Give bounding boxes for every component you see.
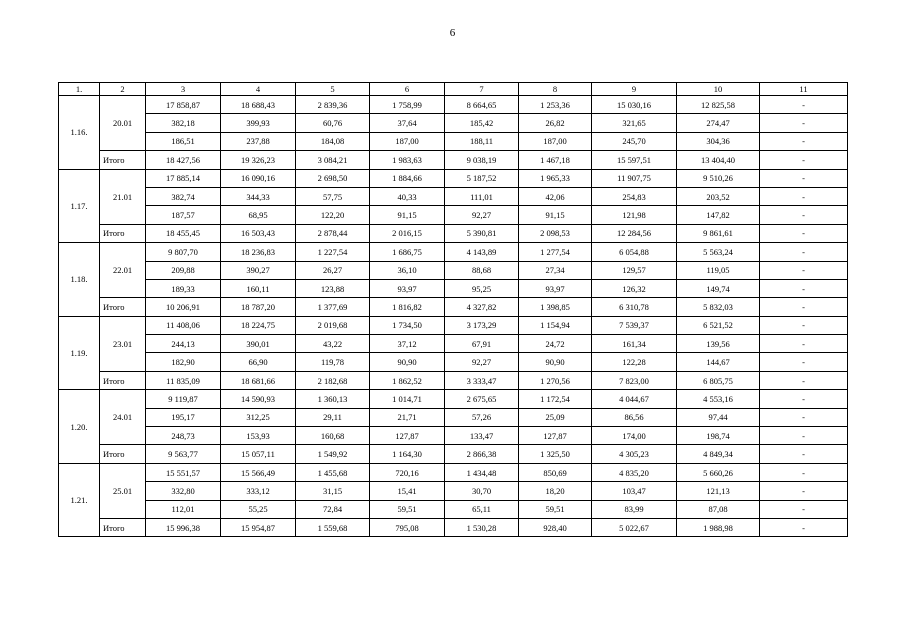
value-cell: 850,69	[519, 463, 592, 481]
value-cell: 1 253,36	[519, 96, 592, 114]
value-cell: 93,97	[519, 279, 592, 297]
value-cell: 121,13	[677, 482, 760, 500]
table-row	[59, 463, 848, 481]
value-cell: 66,90	[221, 353, 296, 371]
value-cell: 15,41	[370, 482, 445, 500]
value-cell: 15 030,16	[592, 96, 677, 114]
column-header: 9	[592, 83, 677, 96]
total-cell: 1 559,68	[296, 518, 370, 536]
total-cell: 5 832,03	[677, 298, 760, 316]
total-cell: -	[760, 445, 848, 463]
value-cell: 17 885,14	[146, 169, 221, 187]
value-cell: 5 660,26	[677, 463, 760, 481]
total-cell: 15 996,38	[146, 518, 221, 536]
value-cell: 6 521,52	[677, 316, 760, 334]
table-row	[59, 96, 848, 114]
group-id-cell: 1.19.	[59, 316, 100, 390]
total-cell: 1 549,92	[296, 445, 370, 463]
total-cell: 15 057,11	[221, 445, 296, 463]
table-row	[59, 279, 848, 297]
value-cell: 1 360,13	[296, 390, 370, 408]
value-cell: 15 551,57	[146, 463, 221, 481]
total-cell: 1 983,63	[370, 151, 445, 169]
total-cell: 9 563,77	[146, 445, 221, 463]
value-cell: 382,74	[146, 187, 221, 205]
value-cell: 390,27	[221, 261, 296, 279]
value-cell: 7 539,37	[592, 316, 677, 334]
value-cell: 112,01	[146, 500, 221, 518]
value-cell: 59,51	[519, 500, 592, 518]
value-cell: -	[760, 482, 848, 500]
group-id-cell: 1.20.	[59, 390, 100, 464]
value-cell: -	[760, 114, 848, 132]
total-cell: 1 270,56	[519, 371, 592, 389]
value-cell: 133,47	[445, 427, 519, 445]
value-cell: 95,25	[445, 279, 519, 297]
value-cell: 1 154,94	[519, 316, 592, 334]
value-cell: 86,56	[592, 408, 677, 426]
total-cell: 18 455,45	[146, 224, 221, 242]
value-cell: 123,88	[296, 279, 370, 297]
value-cell: 88,68	[445, 261, 519, 279]
value-cell: -	[760, 335, 848, 353]
total-cell: 1 816,82	[370, 298, 445, 316]
group-id-cell: 1.18.	[59, 243, 100, 317]
total-cell: 2 878,44	[296, 224, 370, 242]
date-cell: 21.01	[100, 169, 146, 224]
value-cell: 55,25	[221, 500, 296, 518]
value-cell: -	[760, 390, 848, 408]
total-cell: -	[760, 151, 848, 169]
value-cell: 187,00	[519, 132, 592, 150]
column-header: 6	[370, 83, 445, 96]
value-cell: 40,33	[370, 187, 445, 205]
value-cell: 2 675,65	[445, 390, 519, 408]
column-header: 2	[100, 83, 146, 96]
table-row	[59, 316, 848, 334]
value-cell: 1 227,54	[296, 243, 370, 261]
total-cell: -	[760, 298, 848, 316]
value-cell: 1 434,48	[445, 463, 519, 481]
value-cell: 2 019,68	[296, 316, 370, 334]
value-cell: 65,11	[445, 500, 519, 518]
total-cell: 1 377,69	[296, 298, 370, 316]
value-cell: 59,51	[370, 500, 445, 518]
value-cell: 17 858,87	[146, 96, 221, 114]
value-cell: 18 688,43	[221, 96, 296, 114]
total-cell: 4 327,82	[445, 298, 519, 316]
value-cell: 9 807,70	[146, 243, 221, 261]
total-cell: 15 954,87	[221, 518, 296, 536]
value-cell: 189,33	[146, 279, 221, 297]
value-cell: 9 119,87	[146, 390, 221, 408]
value-cell: 304,36	[677, 132, 760, 150]
value-cell: 195,17	[146, 408, 221, 426]
value-cell: 153,93	[221, 427, 296, 445]
value-cell: -	[760, 408, 848, 426]
value-cell: 198,74	[677, 427, 760, 445]
value-cell: 184,08	[296, 132, 370, 150]
total-cell: -	[760, 224, 848, 242]
total-cell: 928,40	[519, 518, 592, 536]
value-cell: 245,70	[592, 132, 677, 150]
value-cell: 8 664,65	[445, 96, 519, 114]
value-cell: 126,32	[592, 279, 677, 297]
total-cell: 18 787,20	[221, 298, 296, 316]
value-cell: 185,42	[445, 114, 519, 132]
total-cell: 2 866,38	[445, 445, 519, 463]
group-id-cell: 1.21.	[59, 463, 100, 537]
total-cell: 2 182,68	[296, 371, 370, 389]
total-cell: 5 022,67	[592, 518, 677, 536]
total-cell: 18 427,56	[146, 151, 221, 169]
header-row	[59, 83, 848, 96]
value-cell: 11 408,06	[146, 316, 221, 334]
value-cell: 321,65	[592, 114, 677, 132]
total-cell: 10 206,91	[146, 298, 221, 316]
total-cell: 13 404,40	[677, 151, 760, 169]
value-cell: 1 172,54	[519, 390, 592, 408]
value-cell: 4 553,16	[677, 390, 760, 408]
value-cell: 187,57	[146, 206, 221, 224]
table-row	[59, 335, 848, 353]
total-cell: 7 823,00	[592, 371, 677, 389]
value-cell: 382,18	[146, 114, 221, 132]
value-cell: 29,11	[296, 408, 370, 426]
value-cell: 92,27	[445, 353, 519, 371]
value-cell: 1 455,68	[296, 463, 370, 481]
value-cell: 203,52	[677, 187, 760, 205]
group-id-cell: 1.16.	[59, 96, 100, 170]
value-cell: 83,99	[592, 500, 677, 518]
table-row	[59, 132, 848, 150]
total-row	[59, 151, 848, 169]
value-cell: 37,64	[370, 114, 445, 132]
total-cell: 11 835,09	[146, 371, 221, 389]
value-cell: 72,84	[296, 500, 370, 518]
value-cell: 399,93	[221, 114, 296, 132]
value-cell: -	[760, 316, 848, 334]
total-label: Итого	[100, 518, 146, 536]
value-cell: 121,98	[592, 206, 677, 224]
table-row	[59, 206, 848, 224]
total-row	[59, 224, 848, 242]
value-cell: 139,56	[677, 335, 760, 353]
total-cell: 16 503,43	[221, 224, 296, 242]
value-cell: 25,09	[519, 408, 592, 426]
value-cell: 1 686,75	[370, 243, 445, 261]
total-cell: 3 084,21	[296, 151, 370, 169]
total-cell: 4 849,34	[677, 445, 760, 463]
value-cell: -	[760, 243, 848, 261]
value-cell: 186,51	[146, 132, 221, 150]
total-cell: 2 098,53	[519, 224, 592, 242]
date-cell: 23.01	[100, 316, 146, 371]
value-cell: 18 224,75	[221, 316, 296, 334]
table-row	[59, 408, 848, 426]
value-cell: 160,11	[221, 279, 296, 297]
value-cell: 1 758,99	[370, 96, 445, 114]
total-cell: 18 681,66	[221, 371, 296, 389]
value-cell: -	[760, 279, 848, 297]
value-cell: 91,15	[370, 206, 445, 224]
total-cell: -	[760, 518, 848, 536]
column-header: 1.	[59, 83, 100, 96]
value-cell: 27,34	[519, 261, 592, 279]
value-cell: 37,12	[370, 335, 445, 353]
total-cell: 9 861,61	[677, 224, 760, 242]
table-row	[59, 187, 848, 205]
value-cell: 90,90	[519, 353, 592, 371]
table-body	[59, 96, 848, 537]
date-cell: 24.01	[100, 390, 146, 445]
value-cell: 16 090,16	[221, 169, 296, 187]
column-header: 4	[221, 83, 296, 96]
value-cell: 93,97	[370, 279, 445, 297]
table-row	[59, 500, 848, 518]
table-row	[59, 169, 848, 187]
date-cell: 25.01	[100, 463, 146, 518]
value-cell: 4 143,89	[445, 243, 519, 261]
value-cell: 333,12	[221, 482, 296, 500]
value-cell: 122,20	[296, 206, 370, 224]
table-row	[59, 114, 848, 132]
value-cell: 103,47	[592, 482, 677, 500]
value-cell: 1 734,50	[370, 316, 445, 334]
value-cell: 1 277,54	[519, 243, 592, 261]
date-cell: 22.01	[100, 243, 146, 298]
value-cell: 119,78	[296, 353, 370, 371]
value-cell: -	[760, 96, 848, 114]
value-cell: 91,15	[519, 206, 592, 224]
table-row	[59, 390, 848, 408]
total-cell: 3 333,47	[445, 371, 519, 389]
value-cell: 26,27	[296, 261, 370, 279]
total-cell: 6 310,78	[592, 298, 677, 316]
value-cell: 244,13	[146, 335, 221, 353]
value-cell: 18 236,83	[221, 243, 296, 261]
group-id-cell: 1.17.	[59, 169, 100, 243]
value-cell: 274,47	[677, 114, 760, 132]
total-cell: 1 988,98	[677, 518, 760, 536]
table-row	[59, 353, 848, 371]
total-cell: 9 038,19	[445, 151, 519, 169]
value-cell: 188,11	[445, 132, 519, 150]
value-cell: 14 590,93	[221, 390, 296, 408]
value-cell: 209,88	[146, 261, 221, 279]
value-cell: 129,57	[592, 261, 677, 279]
total-cell: 15 597,51	[592, 151, 677, 169]
value-cell: 332,80	[146, 482, 221, 500]
total-cell: 12 284,56	[592, 224, 677, 242]
date-cell: 20.01	[100, 96, 146, 151]
page-number: 6	[449, 27, 456, 39]
value-cell: 36,10	[370, 261, 445, 279]
value-cell: 4 835,20	[592, 463, 677, 481]
value-cell: 174,00	[592, 427, 677, 445]
value-cell: 127,87	[370, 427, 445, 445]
value-cell: 2 698,50	[296, 169, 370, 187]
value-cell: -	[760, 463, 848, 481]
value-cell: 9 510,26	[677, 169, 760, 187]
column-header: 5	[296, 83, 370, 96]
total-cell: 6 805,75	[677, 371, 760, 389]
column-header: 3	[146, 83, 221, 96]
value-cell: -	[760, 261, 848, 279]
total-cell: 1 325,50	[519, 445, 592, 463]
value-cell: 312,25	[221, 408, 296, 426]
value-cell: -	[760, 132, 848, 150]
total-row	[59, 518, 848, 536]
value-cell: 720,16	[370, 463, 445, 481]
value-cell: 127,87	[519, 427, 592, 445]
total-label: Итого	[100, 445, 146, 463]
value-cell: 254,83	[592, 187, 677, 205]
column-header: 11	[760, 83, 848, 96]
total-cell: 1 164,30	[370, 445, 445, 463]
value-cell: 5 187,52	[445, 169, 519, 187]
value-cell: 30,70	[445, 482, 519, 500]
total-cell: 1 398,85	[519, 298, 592, 316]
value-cell: 149,74	[677, 279, 760, 297]
value-cell: 144,67	[677, 353, 760, 371]
value-cell: 119,05	[677, 261, 760, 279]
value-cell: 11 907,75	[592, 169, 677, 187]
total-cell: 795,08	[370, 518, 445, 536]
value-cell: 12 825,58	[677, 96, 760, 114]
value-cell: 15 566,49	[221, 463, 296, 481]
value-cell: 67,91	[445, 335, 519, 353]
value-cell: 160,68	[296, 427, 370, 445]
value-cell: -	[760, 353, 848, 371]
value-cell: 4 044,67	[592, 390, 677, 408]
value-cell: 111,01	[445, 187, 519, 205]
value-cell: 21,71	[370, 408, 445, 426]
table-row	[59, 243, 848, 261]
total-cell: 4 305,23	[592, 445, 677, 463]
value-cell: 68,95	[221, 206, 296, 224]
table-row	[59, 261, 848, 279]
value-cell: -	[760, 169, 848, 187]
value-cell: 1 884,66	[370, 169, 445, 187]
value-cell: -	[760, 427, 848, 445]
value-cell: 97,44	[677, 408, 760, 426]
value-cell: 57,75	[296, 187, 370, 205]
value-cell: 344,33	[221, 187, 296, 205]
value-cell: 57,26	[445, 408, 519, 426]
total-cell: 5 390,81	[445, 224, 519, 242]
value-cell: 182,90	[146, 353, 221, 371]
value-cell: 18,20	[519, 482, 592, 500]
value-cell: -	[760, 500, 848, 518]
total-cell: -	[760, 371, 848, 389]
value-cell: 237,88	[221, 132, 296, 150]
value-cell: 3 173,29	[445, 316, 519, 334]
column-header: 7	[445, 83, 519, 96]
total-cell: 1 467,18	[519, 151, 592, 169]
total-cell: 1 530,28	[445, 518, 519, 536]
value-cell: 6 054,88	[592, 243, 677, 261]
value-cell: -	[760, 187, 848, 205]
value-cell: 161,34	[592, 335, 677, 353]
value-cell: 42,06	[519, 187, 592, 205]
column-header: 8	[519, 83, 592, 96]
value-cell: 122,28	[592, 353, 677, 371]
value-cell: 1 014,71	[370, 390, 445, 408]
total-label: Итого	[100, 224, 146, 242]
value-cell: 390,01	[221, 335, 296, 353]
value-cell: 90,90	[370, 353, 445, 371]
value-cell: 31,15	[296, 482, 370, 500]
value-cell: 26,82	[519, 114, 592, 132]
total-row	[59, 371, 848, 389]
total-label: Итого	[100, 371, 146, 389]
value-cell: 147,82	[677, 206, 760, 224]
total-row	[59, 445, 848, 463]
total-cell: 1 862,52	[370, 371, 445, 389]
value-cell: 248,73	[146, 427, 221, 445]
total-cell: 2 016,15	[370, 224, 445, 242]
value-cell: 2 839,36	[296, 96, 370, 114]
total-label: Итого	[100, 151, 146, 169]
value-cell: 92,27	[445, 206, 519, 224]
value-cell: 24,72	[519, 335, 592, 353]
value-cell: 87,08	[677, 500, 760, 518]
value-cell: 43,22	[296, 335, 370, 353]
value-cell: -	[760, 206, 848, 224]
column-header: 10	[677, 83, 760, 96]
value-cell: 60,76	[296, 114, 370, 132]
table-row	[59, 427, 848, 445]
value-cell: 5 563,24	[677, 243, 760, 261]
total-cell: 19 326,23	[221, 151, 296, 169]
total-label: Итого	[100, 298, 146, 316]
table-row	[59, 482, 848, 500]
value-cell: 1 965,33	[519, 169, 592, 187]
total-row	[59, 298, 848, 316]
value-cell: 187,00	[370, 132, 445, 150]
data-table	[58, 82, 848, 537]
